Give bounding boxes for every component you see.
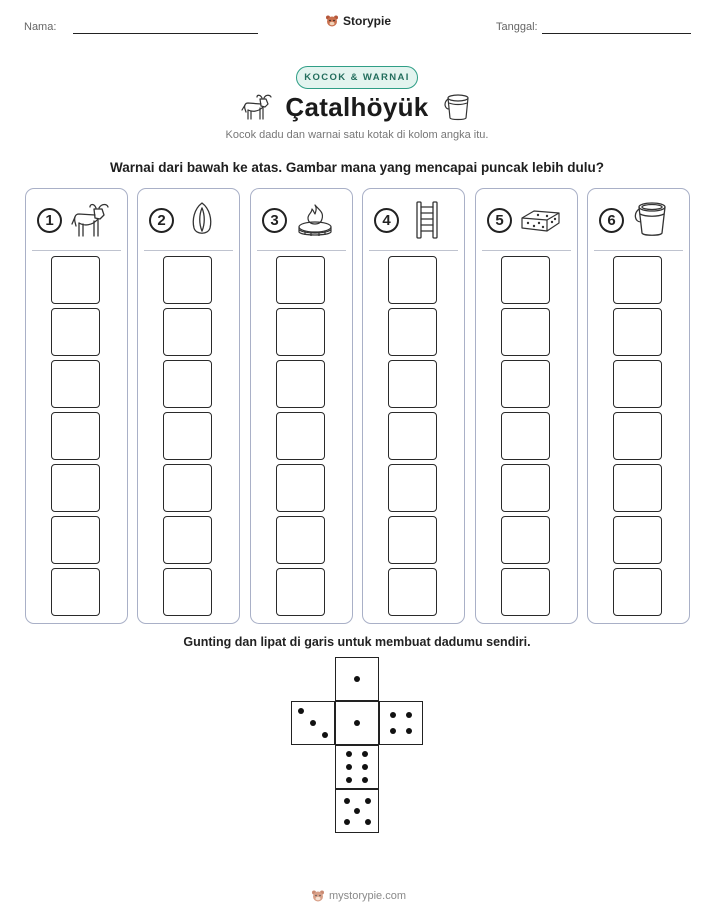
date-label: Tanggal: [496,21,538,33]
dice-pip [365,798,371,804]
bucket-icon [444,91,472,123]
column-number: 3 [262,208,287,233]
dice-pip [390,712,396,718]
color-box[interactable] [276,516,325,564]
column-4 [362,188,465,624]
color-box[interactable] [51,568,100,616]
color-box[interactable] [163,256,212,304]
dice-pip [344,798,350,804]
dice-pip [310,720,316,726]
color-box[interactable] [51,256,100,304]
color-box[interactable] [613,412,662,460]
color-box[interactable] [501,412,550,460]
color-box[interactable] [51,412,100,460]
color-box[interactable] [501,464,550,512]
color-box[interactable] [501,256,550,304]
dice-face-4 [379,701,423,745]
color-box[interactable] [613,464,662,512]
name-label: Nama: [24,21,57,33]
bear-mascot-icon [311,889,325,903]
page-title: Çatalhöyük [285,92,429,122]
color-box[interactable] [501,360,550,408]
column-2 [137,188,240,624]
column-1 [25,188,128,624]
column-divider [594,250,683,251]
bucket-icon [631,200,673,240]
dice-pip [346,777,352,783]
color-box[interactable] [388,568,437,616]
ladder-icon [406,200,448,240]
column-number: 2 [149,208,174,233]
dice-face-6 [335,745,379,789]
color-box[interactable] [276,256,325,304]
column-header [251,189,352,251]
dice-pip [362,777,368,783]
dice-pip [362,764,368,770]
dice-pip [354,720,360,726]
column-header [363,189,464,251]
column-number: 1 [37,208,62,233]
page-subtitle: Kocok dadu dan warnai satu kotak di kolom angka itu. [225,129,489,141]
color-box[interactable] [613,568,662,616]
column-divider [144,250,233,251]
brand-name: Storypie [343,14,392,28]
color-box[interactable] [163,308,212,356]
column-header [26,189,127,251]
color-box[interactable] [51,308,100,356]
activity-badge: KOCOK & WARNAI [296,66,418,89]
column-number: 5 [487,208,512,233]
color-box[interactable] [388,360,437,408]
instruction-text: Warnai dari bawah ke atas. Gambar mana yang mencapai puncak lebih dulu? [110,160,604,175]
dice-pip [344,819,350,825]
color-box[interactable] [613,308,662,356]
color-box[interactable] [613,256,662,304]
color-box[interactable] [51,464,100,512]
dice-face-1 [335,657,379,701]
color-box[interactable] [163,516,212,564]
color-box[interactable] [276,412,325,460]
color-box[interactable] [613,360,662,408]
bull-icon [69,200,111,240]
dice-pip [346,751,352,757]
dice-pip [346,764,352,770]
color-box[interactable] [388,464,437,512]
dice-pip [298,708,304,714]
brand-logo [325,14,391,28]
color-box[interactable] [276,568,325,616]
color-box[interactable] [276,308,325,356]
dice-face-1 [335,701,379,745]
color-box[interactable] [388,256,437,304]
dice-pip [390,728,396,734]
color-box[interactable] [276,360,325,408]
bear-mascot-icon [325,14,339,28]
column-header [138,189,239,251]
color-box[interactable] [163,568,212,616]
dice-face-5 [335,789,379,833]
dice-pip [365,819,371,825]
column-5 [475,188,578,624]
column-number: 4 [374,208,399,233]
column-3 [250,188,353,624]
bull-icon [240,92,274,122]
dice-pip [406,728,412,734]
dice-face-3 [291,701,335,745]
color-box[interactable] [388,412,437,460]
dice-pip [354,808,360,814]
cut-instruction: Gunting dan lipat di garis untuk membuat dadumu sendiri. [183,635,531,649]
color-box[interactable] [501,568,550,616]
column-6 [587,188,690,624]
color-box[interactable] [276,464,325,512]
dice-pip [322,732,328,738]
mud-brick-icon [519,200,561,240]
seed-icon [181,200,223,240]
dice-pip [354,676,360,682]
column-header [476,189,577,251]
color-box[interactable] [163,360,212,408]
color-box[interactable] [501,308,550,356]
footer-url: mystorypie.com [329,890,407,902]
dice-pip [362,751,368,757]
color-box[interactable] [51,360,100,408]
color-box[interactable] [388,516,437,564]
column-divider [482,250,571,251]
column-divider [257,250,346,251]
dice-pip [406,712,412,718]
hearth-fire-icon [294,200,336,240]
color-box[interactable] [163,412,212,460]
color-box[interactable] [51,516,100,564]
column-divider [369,250,458,251]
color-box[interactable] [388,308,437,356]
color-box[interactable] [613,516,662,564]
column-header [588,189,689,251]
column-divider [32,250,121,251]
name-line[interactable] [73,33,258,34]
date-line[interactable] [542,33,691,34]
color-box[interactable] [163,464,212,512]
column-number: 6 [599,208,624,233]
color-box[interactable] [501,516,550,564]
footer [311,889,406,903]
